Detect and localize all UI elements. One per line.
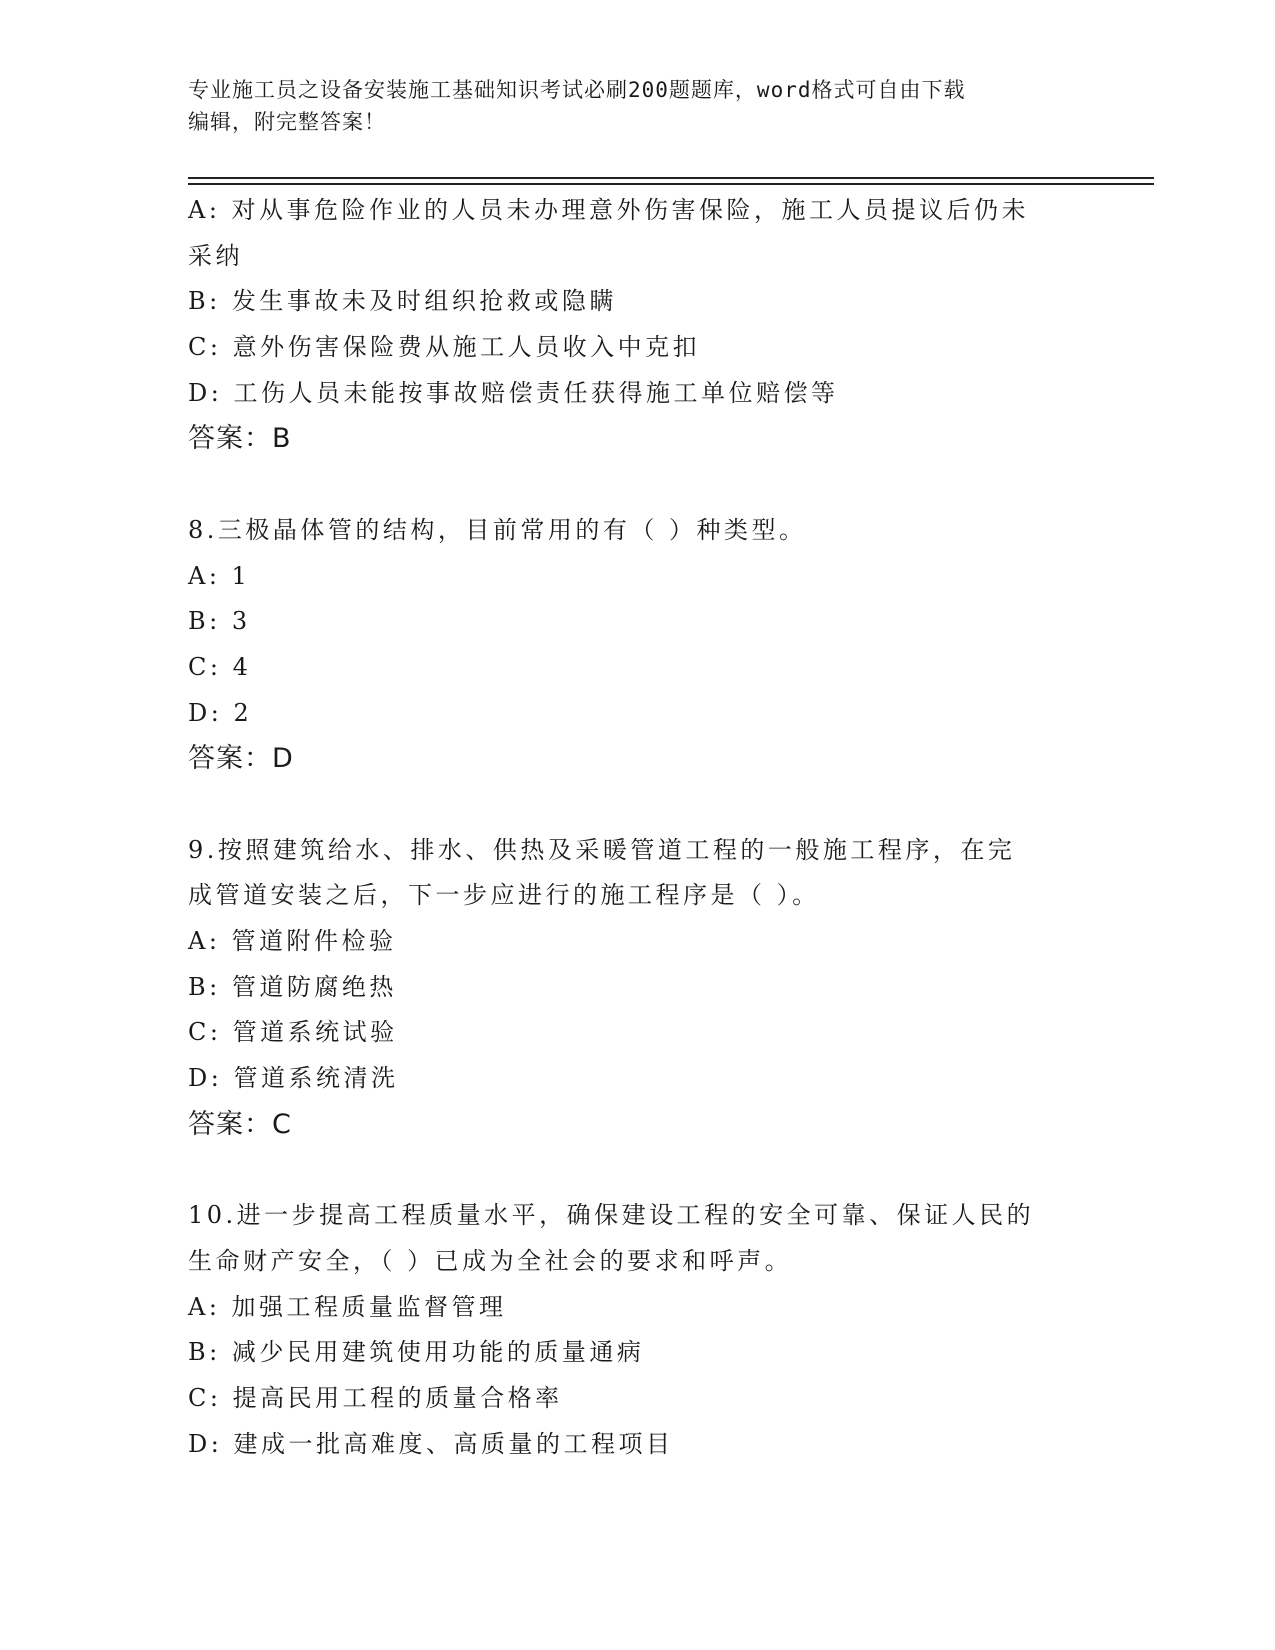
question-text-line-2: 生命财产安全，（ ）已成为全社会的要求和呼声。 [188, 1246, 793, 1275]
option-a: A: 加强工程质量监督管理 [188, 1292, 507, 1321]
option-d: D: 工伤人员未能按事故赔偿责任获得施工单位赔偿等 [188, 378, 839, 407]
option-c: C: 提高民用工程的质量合格率 [188, 1383, 563, 1412]
header-divider-bottom [188, 183, 1154, 185]
option-b: B: 管道防腐绝热 [188, 972, 397, 1001]
option-d: D: 2 [188, 698, 253, 727]
question-text-line-1: 10.进一步提高工程质量水平，确保建设工程的安全可靠、保证人民的 [188, 1201, 1035, 1230]
question-10 [188, 1193, 1088, 1467]
option-b: B: 3 [188, 607, 251, 636]
option-b: B: 发生事故未及时组织抢救或隐瞒 [188, 287, 617, 316]
header-title-line-2: 编辑，附完整答案！ [188, 110, 386, 134]
option-d: D: 建成一批高难度、高质量的工程项目 [188, 1429, 674, 1458]
option-a-line-2: 采纳 [188, 241, 243, 270]
spacer [188, 782, 1088, 828]
answer: 答案：D [188, 743, 294, 775]
question-9 [188, 828, 1088, 1148]
question-text-line-1: 9.按照建筑给水、排水、供热及采暖管道工程的一般施工程序，在完 [188, 835, 1016, 864]
header-title-line-1: 专业施工员之设备安装施工基础知识考试必刷200题题库，word格式可自由下载 [188, 78, 966, 102]
question-text: 8.三极晶体管的结构，目前常用的有（ ）种类型。 [188, 515, 807, 544]
question-7 [188, 188, 1088, 462]
header-divider-top [188, 177, 1154, 179]
option-c: C: 4 [188, 652, 252, 681]
question-8 [188, 508, 1088, 782]
option-d: D: 管道系统清洗 [188, 1064, 399, 1093]
spacer [188, 462, 1088, 508]
option-c: C: 管道系统试验 [188, 1018, 398, 1047]
option-a: A: 管道附件检验 [188, 927, 397, 955]
question-text-line-2: 成管道安装之后，下一步应进行的施工程序是（ ）。 [188, 881, 820, 910]
spacer [188, 1147, 1088, 1193]
option-a-line-1: A: 对从事危险作业的人员未办理意外伤害保险，施工人员提议后仍未 [188, 196, 1030, 224]
answer: 答案：C [188, 1108, 292, 1140]
option-b: B: 减少民用建筑使用功能的质量通病 [188, 1338, 645, 1367]
document-header [188, 74, 1068, 138]
question-list [188, 188, 1088, 1467]
answer: 答案：B [188, 423, 292, 455]
option-a: A: 1 [188, 561, 251, 590]
option-c: C: 意外伤害保险费从施工人员收入中克扣 [188, 333, 701, 362]
